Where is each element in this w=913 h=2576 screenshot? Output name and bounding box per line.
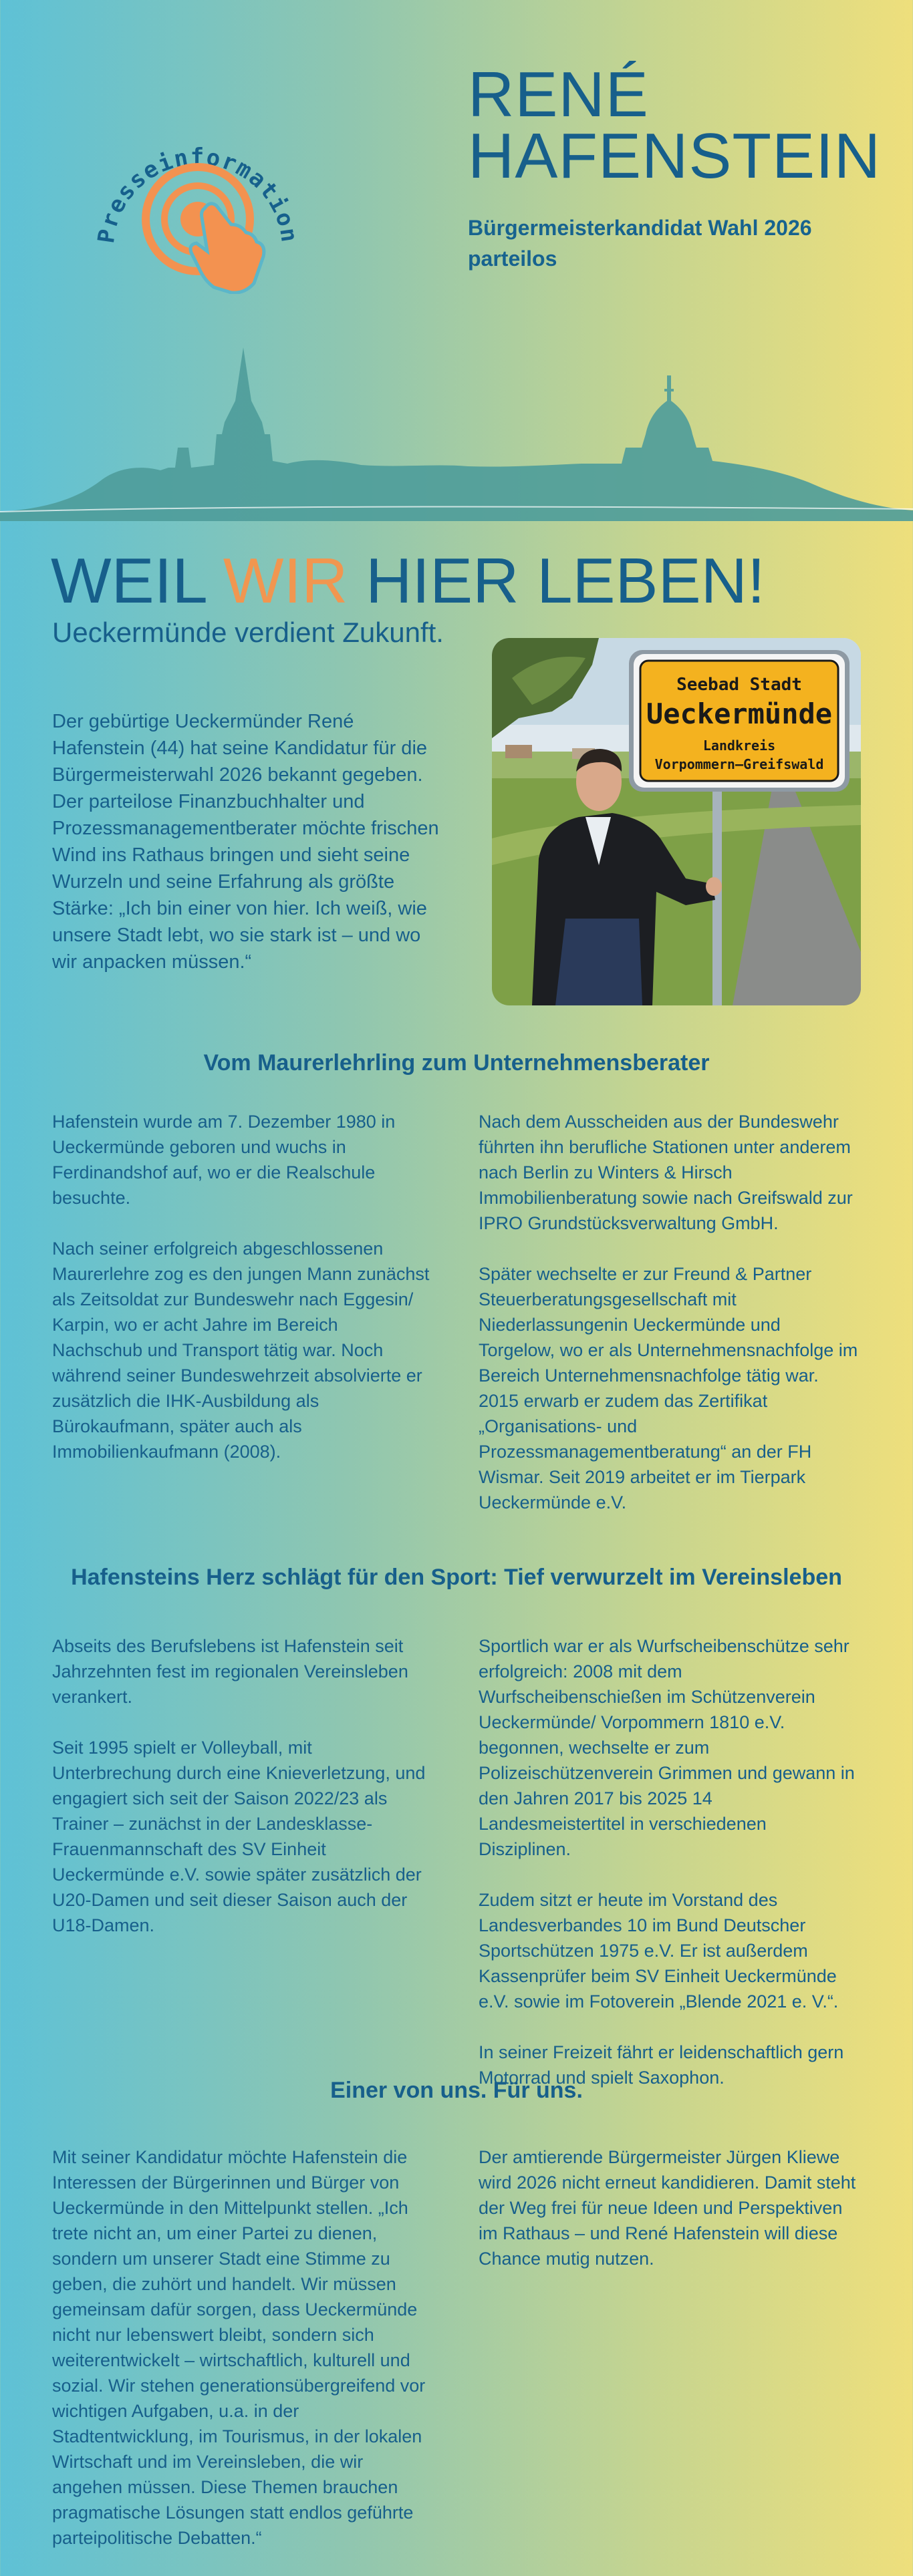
- headline-highlight: WIR: [223, 545, 348, 617]
- headline-part1: WEIL: [51, 545, 223, 617]
- section-one-of-us-left: [52, 2144, 433, 2576]
- section-one-of-us-right: [479, 2144, 860, 2297]
- section-title-sport: Hafensteins Herz schlägt für den Sport: Tief verwurzelt im Vereinsleben: [71, 1565, 842, 1590]
- section-sport-right: [479, 1633, 860, 2116]
- paragraph: Nach dem Ausscheiden aus der Bundeswehr führten ihn berufliche Stationen unter anderem nach Berlin zu Winters & Hirsch Immobilienberatung sowie nach Greifswald zur IPRO Grundstücksverwaltung GmbH.: [479, 1112, 853, 1233]
- press-logo-graphic: [74, 94, 314, 294]
- paragraph: Zudem sitzt er heute im Vorstand des Landesverbandes 10 im Bund Deutscher Sportschützen 1975 e.V. Er ist außerdem Kassenprüfer beim SV Einheit Ueckermünde e.V. sowie im Fotoverein „Blende 2021 e. V.“.: [479, 1890, 839, 2011]
- presseinformation-logo: [74, 94, 314, 294]
- sign-line4: Vorpommern–Greifswald: [654, 756, 824, 772]
- candidate-role: Bürgermeisterkandidat Wahl 2026: [468, 216, 812, 240]
- candidate-name: [468, 59, 882, 192]
- section-career-left: [52, 1109, 433, 1490]
- section-title-one-of-us: Einer von uns. Für uns.: [330, 2078, 583, 2103]
- paragraph: Sportlich war er als Wurfscheibenschütze sehr erfolgreich: 2008 mit dem Wurfscheibenschießen im Schützenverein Ueckermünde/ Vorpommern 1810 e.V. begonnen, wechselte er zum Polizeischützenverein Grimmen und gewann in den Jahren 2017 bis 2025 14 Landesmeistertitel in verschiedenen Disziplinen.: [479, 1636, 855, 1859]
- sign-line2: Ueckermünde: [646, 697, 833, 730]
- section-sport-left: [52, 1633, 433, 1963]
- main-headline: [51, 545, 765, 617]
- paragraph: Abseits des Berufslebens ist Hafenstein seit Jahrzehnten fest im regionalen Vereinsleben verankert.: [52, 1636, 408, 1707]
- candidate-last-name: HAFENSTEIN: [468, 120, 882, 192]
- candidate-photo: [492, 638, 861, 1005]
- candidate-first-name: RENÉ: [468, 59, 649, 130]
- photo-illustration: [492, 638, 861, 1005]
- paragraph: Nach seiner erfolgreich abgeschlossenen Maurerlehre zog es den jungen Mann zunächst als Zeitsoldat zur Bundeswehr nach Eggesin/ Karpin, wo er acht Jahre im Bereich Nachschub und Transport tätig war. Noch während seiner Bundeswehrzeit absolvierte er zusätzlich die IHK-Ausbildung als Bürokaufmann, später auch als Immobilienkaufmann (2008).: [52, 1239, 430, 1462]
- skyline-silhouette: [0, 334, 913, 521]
- candidate-subtitle: [468, 212, 812, 274]
- town-skyline: [0, 334, 913, 521]
- section-career-right: [479, 1109, 860, 1541]
- sign-line3: Landkreis: [702, 738, 776, 754]
- paragraph: In seiner Freizeit fährt er leidenschaftlich gern Motorrad und spielt Saxophon.: [479, 2042, 844, 2088]
- tagline: Ueckermünde verdient Zukunft.: [52, 617, 444, 648]
- intro-paragraph: Der gebürtige Ueckermünder René Hafenstein (44) hat seine Kandidatur für die Bürgermeisterwahl 2026 bekannt gegeben. Der parteilose Finanzbuchhalter und Prozessmanagementberater möchte frischen Wind ins Rathaus bringen und sieht seine Wurzeln und seine Erfahrung als größte Stärke: „Ich bin einer von hier. Ich weiß, wie unsere Stadt lebt, wo sie stark ist – und wo wir anpacken müssen.“: [52, 711, 439, 973]
- section-title-career: Vom Maurerlehrling zum Unternehmensberater: [203, 1050, 710, 1076]
- paragraph: Hafenstein wurde am 7. Dezember 1980 in Ueckermünde geboren und wuchs in Ferdinandshof auf, wo er die Realschule besuchte.: [52, 1112, 396, 1208]
- sign-line1: Seebad Stadt: [676, 675, 802, 695]
- paragraph: Seit 1995 spielt er Volleyball, mit Unterbrechung durch eine Knieverletzung, und engagiert sich seit der Saison 2022/23 als Trainer – zunächst in der Landesklasse-Frauenmannschaft des SV Einheit Ueckermünde e.V. sowie später zusätzlich der U20-Damen und seit dieser Saison auch der U18-Damen.: [52, 1738, 426, 1935]
- paragraph: Später wechselte er zur Freund & Partner Steuerberatungsgesellschaft mit Niederlassungenin Ueckermünde und Torgelow, wo er als Unternehmensnachfolge im Bereich Unternehmensnachfolge tätig war. 2015 erwarb er zudem das Zertifikat „Organisations- und Prozessmanagementberatung“ an der FH Wismar. Seit 2019 arbeitet er im Tierpark Ueckermünde e.V.: [479, 1264, 858, 1512]
- headline-part2: HIER LEBEN!: [348, 545, 765, 617]
- logo-text: Presseinformation: [92, 143, 303, 245]
- paragraph: Mit seiner Kandidatur möchte Hafenstein die Interessen der Bürgerinnen und Bürger von Ueckermünde in den Mittelpunkt stellen. „Ich trete nicht an, um einer Partei zu dienen, sondern um unserer Stadt eine Stimme zu geben, die zuhört und handelt. Wir müssen gemeinsam dafür sorgen, dass Ueckermünde nicht nur lebenswert bleibt, sondern sich weiterentwickelt – wirtschaftlich, kulturell und sozial. Wir stehen generationsübergreifend vor wichtigen Aufgaben, u.a. in der Stadtentwicklung, im Tourismus, in der lokalen Wirtschaft und im Vereinsleben, die wir angehen müssen. Diese Themen brauchen pragmatische Lösungen statt endlos geführte parteipolitische Debatten.“: [52, 2147, 426, 2548]
- paragraph: Der amtierende Bürgermeister Jürgen Kliewe wird 2026 nicht erneut kandidieren. Damit steht der Weg frei für neue Ideen und Perspektiven im Rathaus – und René Hafenstein will diese Chance mutig nutzen.: [479, 2147, 856, 2269]
- candidate-party: parteilos: [468, 247, 557, 271]
